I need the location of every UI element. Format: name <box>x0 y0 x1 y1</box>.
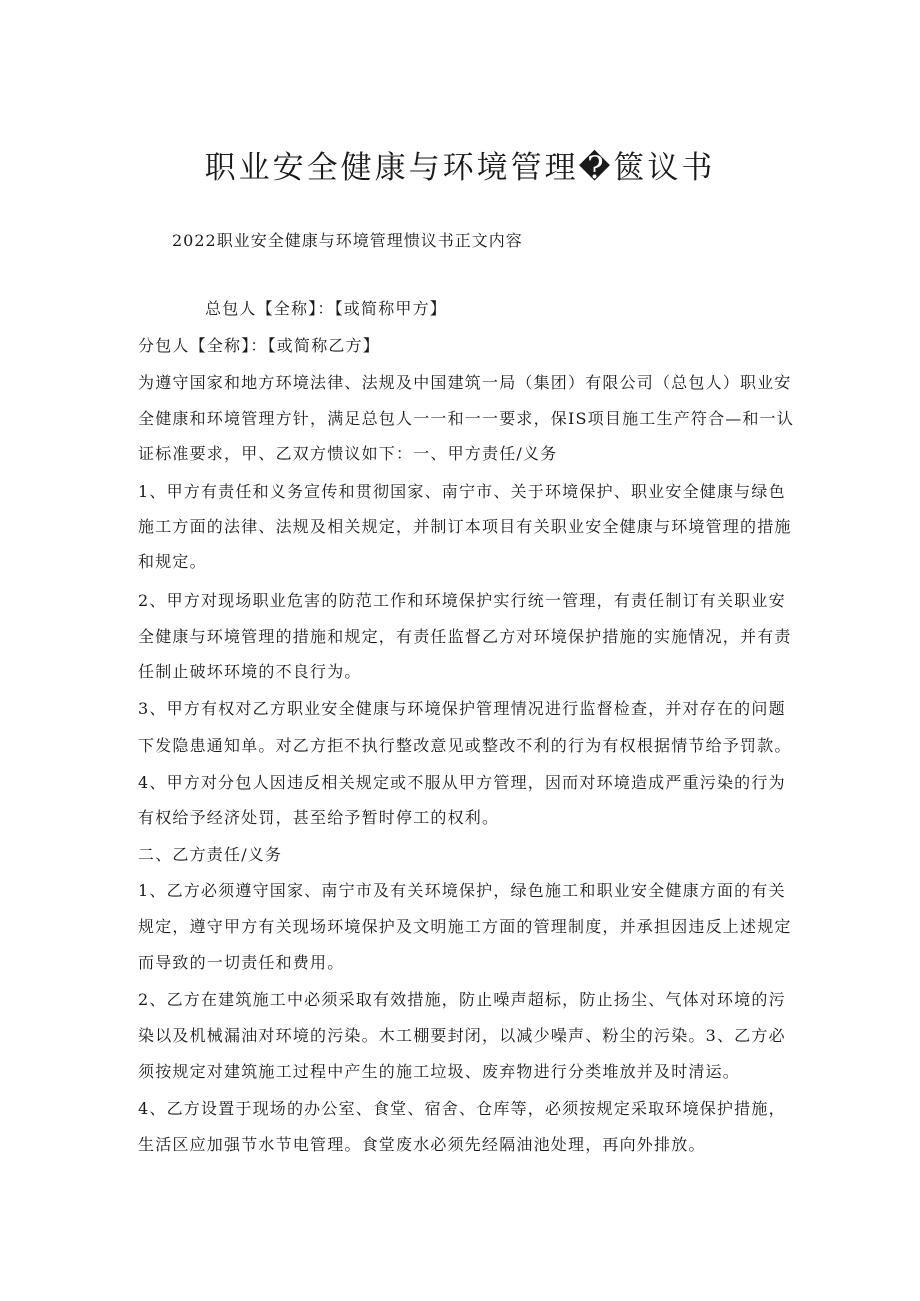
paragraph-line: 染以及机械漏油对环境的污染。木工棚要封闭，以减少噪声、粉尘的污染。3、乙方必 <box>138 1026 786 1045</box>
paragraph-line: 生活区应加强节水节电管理。食堂废水必须先经隔油池处理，再向外排放。 <box>138 1135 706 1154</box>
paragraph-line: 全健康与环境管理的措施和规定，有责任监督乙方对环境保护措施的实施情况，并有责 <box>138 627 792 646</box>
paragraph-line: 任制止破坏环境的不良行为。 <box>138 662 362 681</box>
paragraph-line: 分包人【全称】：【或简称乙方】 <box>138 336 381 355</box>
paragraph-line: 和规定。 <box>138 552 207 571</box>
paragraph-line: 证标准要求，甲、乙双方愦议如下：一、甲方责任/义务 <box>138 444 558 463</box>
paragraph-line: 下发隐患通知单。对乙方拒不执行整改意见或整改不利的行为有权根据情节给予罚款。 <box>138 736 792 755</box>
paragraph-line: 1、乙方必须遵守国家、南宁市及有关环境保护，绿色施工和职业安全健康方面的有关 <box>138 881 786 900</box>
paragraph-line: 须按规定对建筑施工过程中产生的施工垃圾、废弃物进行分类堆放并及时清运。 <box>138 1062 741 1081</box>
paragraph-line: 3、甲方有权对乙方职业安全健康与环境保护管理情况进行监督检查，并对存在的问题 <box>138 699 786 718</box>
paragraph-line: 为遵守国家和地方环境法律、法规及中国建筑一局（集团）有限公司（总包人）职业安 <box>138 373 792 392</box>
paragraph-line: 2、乙方在建筑施工中必须采取有效措施，防止噪声超标，防止扬尘、气体对环境的污 <box>138 990 786 1009</box>
paragraph-line: 总包人【全称】：【或简称甲方】 <box>205 299 448 318</box>
paragraph-line: 而导致的一切责任和费用。 <box>138 953 345 972</box>
paragraph-line: 施工方面的法律、法规及相关规定，并制订本项目有关职业安全健康与环境管理的措施 <box>138 517 792 536</box>
paragraph-line: 1、甲方有责任和义务宣传和贯彻国家、南宁市、关于环境保护、职业安全健康与绿色 <box>138 482 786 501</box>
document-title: 职业安全健康与环境管理�篋议书 <box>204 150 716 186</box>
paragraph-line: 4、甲方对分包人因违反相关规定或不服从甲方管理，因而对环境造成严重污染的行为 <box>138 773 786 792</box>
paragraph-line: 二、乙方责任/义务 <box>138 845 283 864</box>
paragraph-line: 有权给予经济处罚，甚至给予暂时停工的权利。 <box>138 808 500 827</box>
document-subtitle: 2022职业安全健康与环境管理愦议书正文内容 <box>172 231 523 250</box>
paragraph-line: 规定，遵守甲方有关现场环境保护及文明施工方面的管理制度，并承担因违反上述规定 <box>138 917 792 936</box>
paragraph-line: 全健康和环境管理方针，满足总包人一一和一一要求，保IS项目施工生产符合—和一认 <box>138 409 795 428</box>
paragraph-line: 2、甲方对现场职业危害的防范工作和环境保护实行统一管理，有责任制订有关职业安 <box>138 591 786 610</box>
paragraph-line: 4、乙方设置于现场的办公室、食堂、宿舍、仓库等，必须按规定采取环境保护措施， <box>138 1099 786 1118</box>
